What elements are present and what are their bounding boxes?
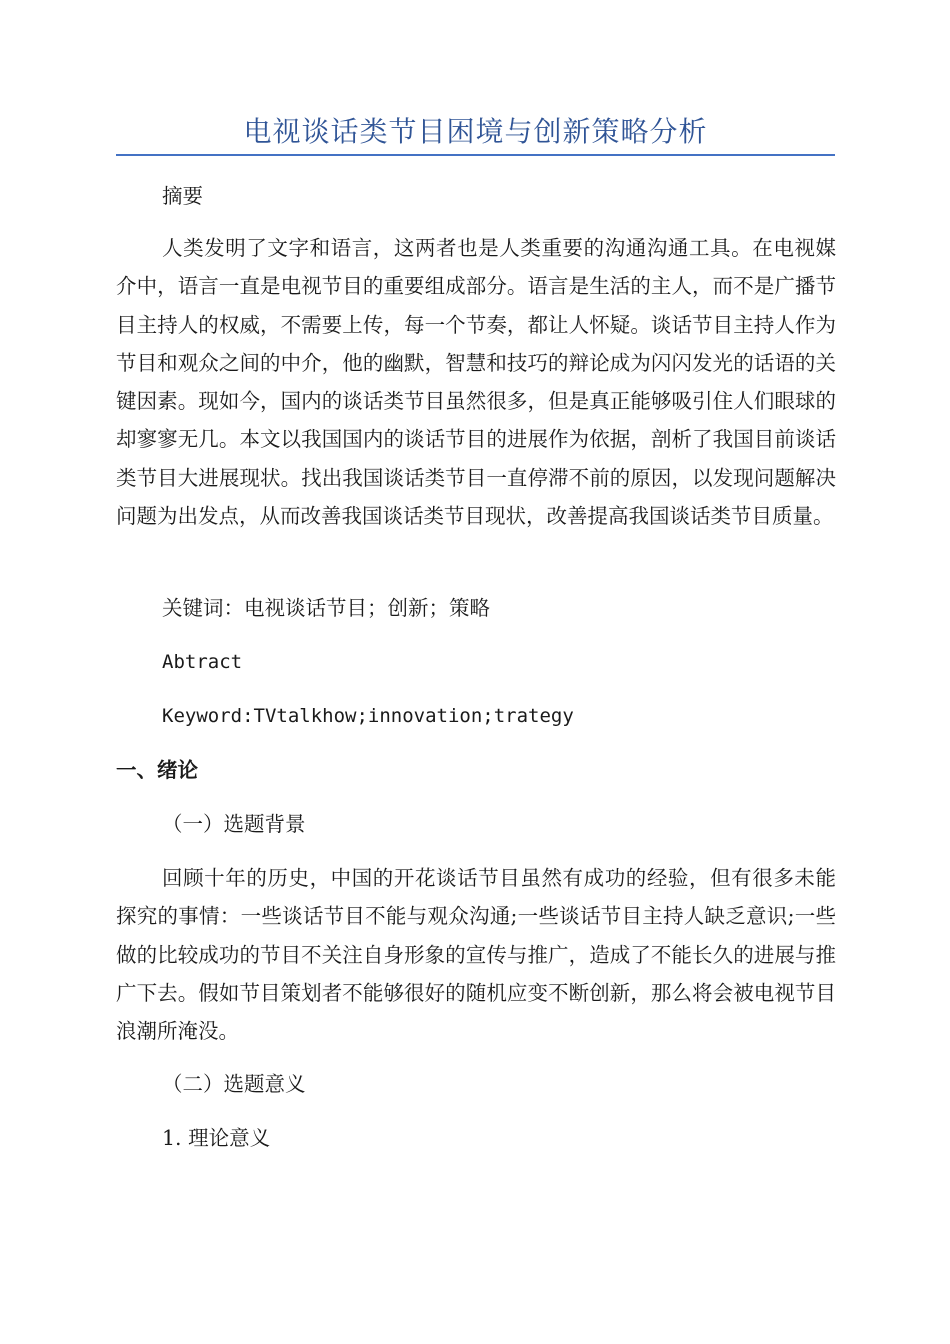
subsection-heading-significance: （二）选题意义 <box>162 1072 306 1096</box>
list-item-theory-significance: 1. 理论意义 <box>162 1126 271 1150</box>
background-body: 回顾十年的历史，中国的开花谈话节目虽然有成功的经验，但有很多未能探究的事情：一些谈话节目不能与观众沟通;一些谈话节目主持人缺乏意识;一些做的比较成功的节目不关注自身形象的宣传与推广，造成了不能长久的进展与推广下去。假如节目策划者不能够很好的随机应变不断创新，那么将会被电视节目浪潮所淹没。 <box>116 866 836 1044</box>
subsection-heading-background: （一）选题背景 <box>162 812 306 836</box>
title-underline <box>116 154 835 156</box>
section-heading-introduction: 一、绪论 <box>116 758 198 782</box>
document-title: 电视谈话类节目困境与创新策略分析 <box>243 115 708 148</box>
abstract-label: 摘要 <box>162 184 203 208</box>
keywords-cn: 关键词：电视谈话节目；创新；策略 <box>162 596 490 620</box>
abstract-en-label: Abtract <box>162 651 243 673</box>
keywords-en: Keyword:TVtalkhow;innovation;trategy <box>162 705 574 727</box>
abstract-body: 人类发明了文字和语言，这两者也是人类重要的沟通沟通工具。在电视媒介中，语言一直是电视节目的重要组成部分。语言是生活的主人，而不是广播节目主持人的权威，不需要上传，每一个节奏，都让人怀疑。谈话节目主持人作为节目和观众之间的中介，他的幽默，智慧和技巧的辩论成为闪闪发光的话语的关键因素。现如今，国内的谈话类节目虽然很多，但是真正能够吸引住人们眼球的却寥寥无几。本文以我国国内的谈话节目的进展作为依据，剖析了我国目前谈话类节目大进展现状。找出我国谈话类节目一直停滞不前的原因，以发现问题解决问题为出发点，从而改善我国谈话类节目现状，改善提高我国谈话类节目质量。 <box>116 236 836 529</box>
